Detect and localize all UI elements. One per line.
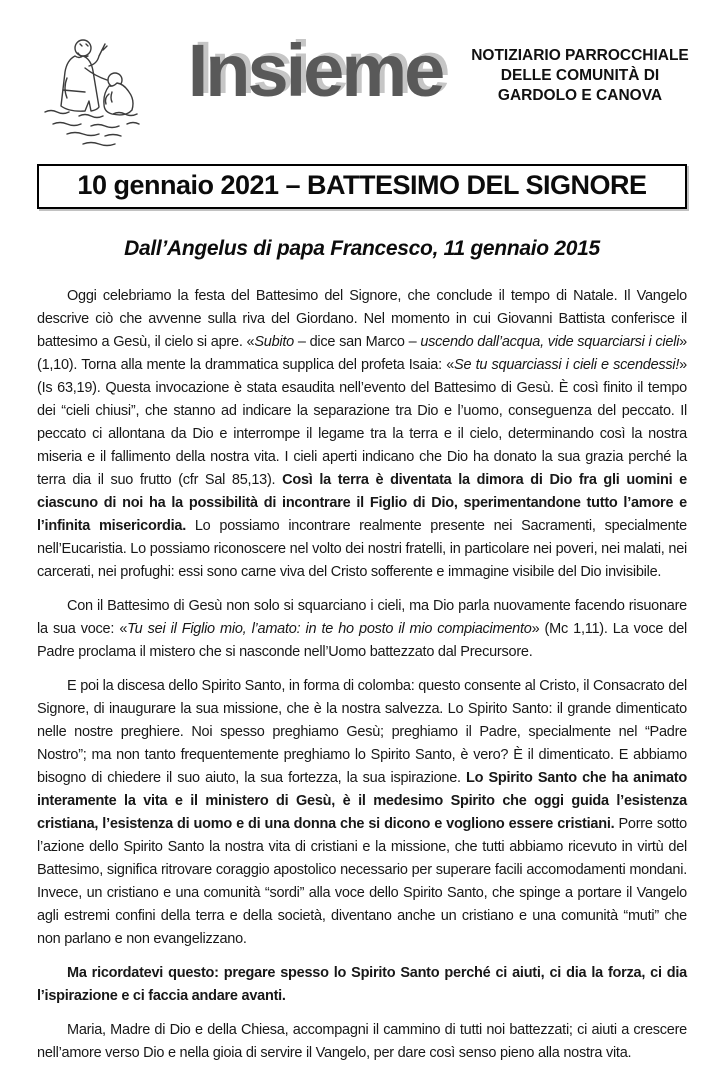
newsletter-header <box>37 29 689 154</box>
newsletter-logo: Insieme <box>187 29 443 112</box>
tagline-line-2: DELLE COMUNITÀ DI <box>500 66 660 84</box>
article-subtitle: Dall’Angelus di papa Francesco, 11 gennaio 2015 <box>124 237 600 260</box>
paragraph-4: Ma ricordatevi questo: pregare spesso lo Spirito Santo perché ci aiuti, ci dia la forza, ci dia l’ispirazione e ci faccia andare avanti. <box>37 965 687 1004</box>
article-body <box>37 285 687 1065</box>
page-container <box>37 0 689 1061</box>
title-banner: 10 gennaio 2021 – BATTESIMO DEL SIGNORE <box>37 164 687 209</box>
paragraph-1: Oggi celebriamo la festa del Battesimo del Signore, che conclude il tempo di Natale. Il Vangelo descrive ciò che avvenne sulla riva del Giordano. Nel momento in cui Giovanni Battista conferisce il battesimo a Gesù, il cielo si apre. «Subito – dice san Marco – uscendo dall’acqua, vide squarciarsi i cieli» (1,10). Torna alla mente la drammatica supplica del profeta Isaia: «Se tu squarciassi i cieli e scendessi!» (Is 63,19). Questa invocazione è stata esaudita nell’evento del Battesimo di Gesù. È così finito il tempo dei “cieli chiusi”, che stanno ad indicare la separazione tra Dio e l’uomo, conseguenza del peccato. Il peccato ci allontana da Dio e interrompe il legame tra la terra e il cielo, determinando così la nostra miseria e il fallimento della nostra vita. I cieli aperti indicano che Dio ha donato la sua grazia perché la terra dia il suo frutto (cfr Sal 85,13). Così la terra è diventata la dimora di Dio fra gli uomini e ciascuno di noi ha la possibilità di incontrare il Figlio di Dio, sperimentandone tutto l’amore e l’infinita misericordia. Lo possiamo incontrare realmente presente nei Sacramenti, specialmente nell’Eucaristia. Lo possiamo riconoscere nel volto dei nostri fratelli, in particolare nei poveri, nei malati, nei carcerati, nei profughi: essi sono carne viva del Cristo sofferente e immagine visibile del Dio invisibile. <box>37 288 688 580</box>
tagline-line-3: GARDOLO E CANOVA <box>497 86 663 104</box>
tagline-line-1: NOTIZIARIO PARROCCHIALE <box>471 47 689 64</box>
paragraph-5: Maria, Madre di Dio e della Chiesa, accompagni il cammino di tutti noi battezzati; ci aiuti a crescere nell’amore verso Dio e nella gioia di servire il Vangelo, per dare così senso pieno alla nostra vita. <box>37 1022 687 1061</box>
paragraph-3: E poi la discesa dello Spirito Santo, in forma di colomba: questo consente al Cristo, il Consacrato del Signore, di inaugurare la sua missione, che è la nostra salvezza. Lo Spirito Santo: il grande dimenticato nelle nostre preghiere. Noi spesso preghiamo Gesù; preghiamo il Padre, specialmente nel “Padre Nostro”; ma non tanto frequentemente preghiamo lo Spirito Santo, è vero? È il dimenticato. E abbiamo bisogno di chiedere il suo aiuto, la sua fortezza, la sua ispirazione. Lo Spirito Santo che ha animato interamente la vita e il ministero di Gesù, è il medesimo Spirito che oggi guida l’esistenza cristiana, l’esistenza di uomo e di una donna che si dicono e vogliono essere cristiani. Porre sotto l’azione dello Spirito Santo la nostra vita di cristiani e la missione, che tutti abbiamo ricevuto in virtù del Battesimo, significa ritrovare coraggio apostolico necessario per superare facili accomodamenti mondani. Invece, un cristiano e una comunità “sordi” alla voce dello Spirito Santo, che spinge a portare il Vangelo agli estremi confini della terra e della società, diventano anche un cristiano e una comunità “muti” che non parlano e non evangelizzano. <box>37 678 687 947</box>
newsletter-tagline <box>465 46 695 105</box>
paragraph-2: Con il Battesimo di Gesù non solo si squarciano i cieli, ma Dio parla nuovamente facendo risuonare la sua voce: «Tu sei il Figlio mio, l’amato: in te ho posto il mio compiacimento» (Mc 1,11). La voce del Padre proclama il mistero che si nasconde nell’Uomo battezzato dal Precursore. <box>37 598 687 660</box>
